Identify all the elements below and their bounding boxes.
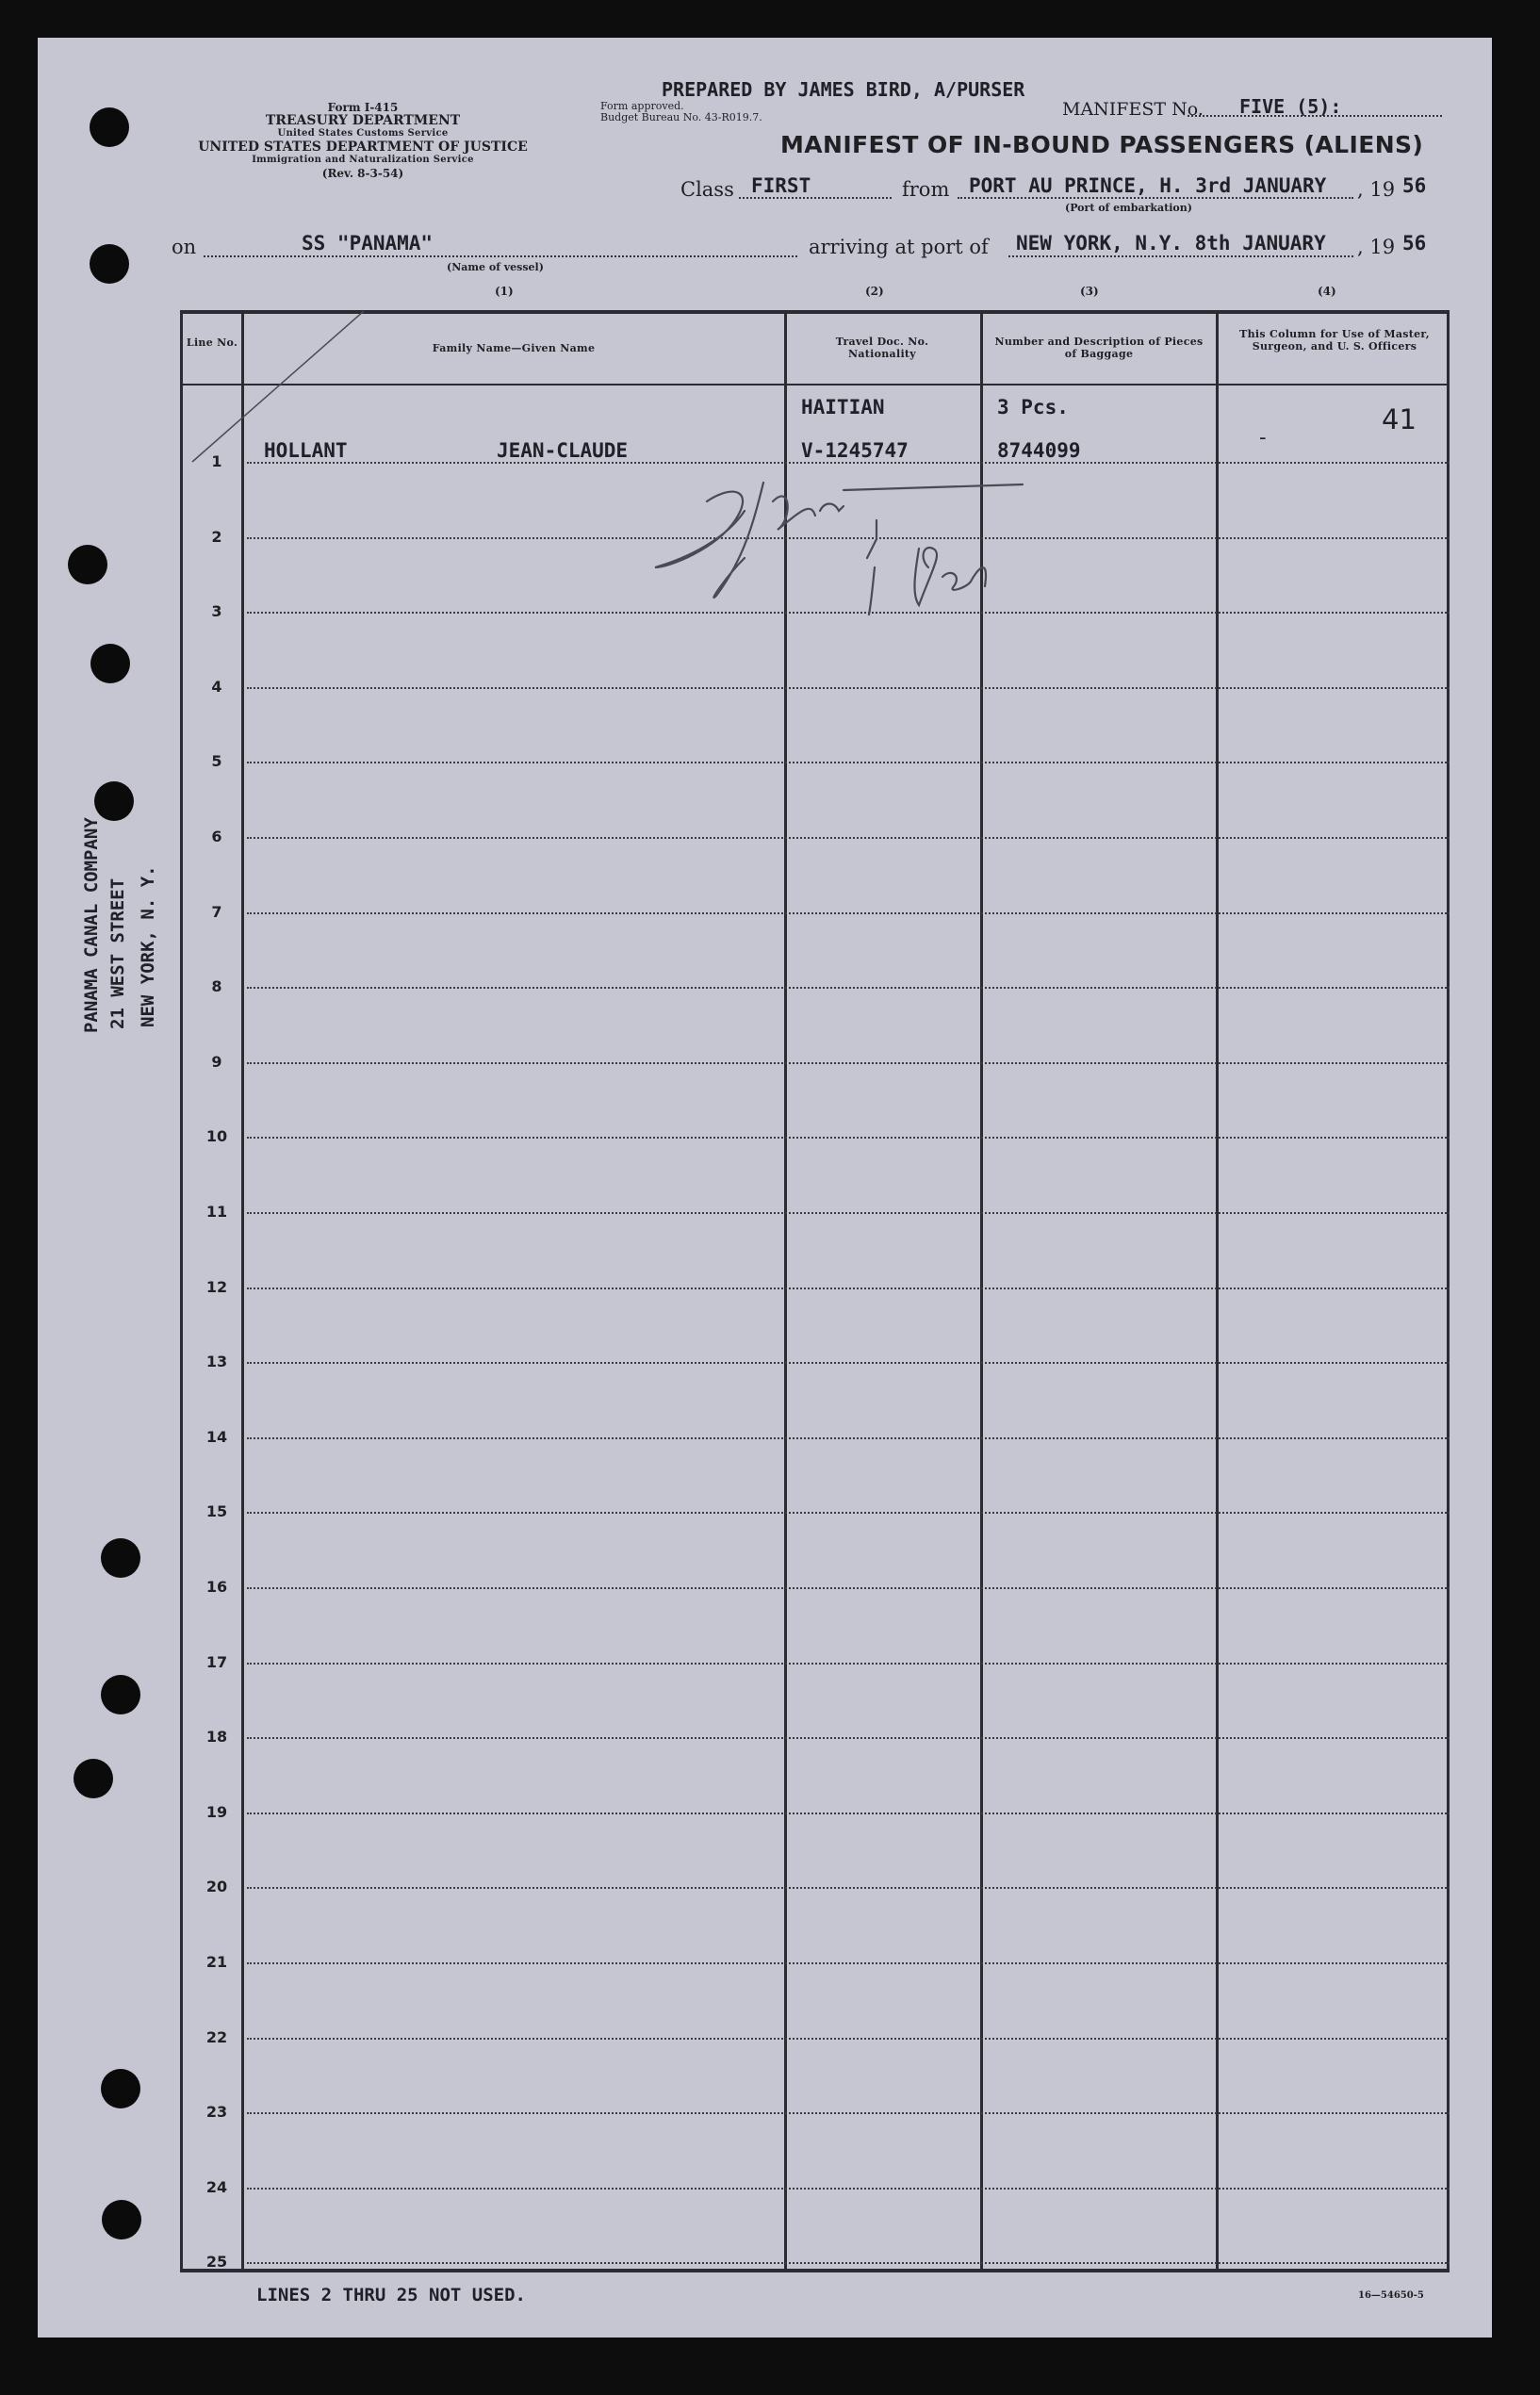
punch-hole: [90, 644, 130, 683]
class-label: Class: [680, 178, 734, 201]
manifest-no-label: MANIFEST No.: [1062, 99, 1204, 120]
table-row-rule: [247, 1362, 1450, 1364]
row-number: 13: [205, 1353, 228, 1370]
column-divider: [1216, 310, 1219, 2272]
row-number: 2: [211, 528, 222, 546]
table-row-rule: [247, 2188, 1450, 2190]
punch-hole: [74, 1759, 113, 1798]
entry-travel-doc: V-1245747: [801, 439, 909, 462]
table-row-rule: [247, 1062, 1450, 1064]
table-row-rule: [247, 2262, 1450, 2264]
row-number: 8: [211, 977, 222, 995]
year-prefix: , 19: [1357, 178, 1396, 201]
issuing-agencies: [165, 101, 561, 180]
from-label: from: [902, 178, 950, 201]
row-number: 20: [205, 1878, 228, 1895]
punch-hole: [101, 1538, 140, 1578]
manifest-no-value: FIVE (5):: [1239, 95, 1342, 118]
entry-given-name: JEAN-CLAUDE: [497, 439, 629, 462]
arrive-year-value: 56: [1402, 232, 1427, 254]
table-row-rule: [247, 912, 1450, 914]
from-value: PORT AU PRINCE, H. 3rd JANUARY: [969, 174, 1327, 197]
row-number: 7: [211, 903, 222, 921]
row-number: 15: [205, 1502, 228, 1520]
row-number: 23: [205, 2103, 228, 2121]
side-stamp-line-3: NEW YORK, N. Y.: [138, 865, 158, 1027]
table-row-rule: [247, 1137, 1450, 1139]
row-number: 11: [205, 1203, 228, 1221]
vessel-name: SS "PANAMA": [302, 232, 434, 254]
year-value: 56: [1402, 174, 1427, 197]
row-number: 1: [211, 452, 222, 470]
entry-baggage-number: 8744099: [997, 439, 1081, 462]
form-number: Form I-415: [327, 101, 399, 114]
column-head-officers: This Column for Use of Master, Surgeon, and U. S. Officers: [1239, 328, 1430, 353]
table-row-rule: [247, 2038, 1450, 2040]
class-line: [739, 197, 892, 199]
punch-hole: [94, 781, 134, 821]
prepared-by: PREPARED BY JAMES BIRD, A/PURSER: [662, 78, 1025, 101]
table-row-rule: [247, 1587, 1450, 1589]
table-row-rule: [247, 1437, 1450, 1439]
column-number-1: (1): [495, 285, 514, 298]
table-row-rule: [247, 1663, 1450, 1665]
column-head-line-no: Line No.: [186, 336, 238, 349]
punch-hole: [68, 545, 107, 584]
row-number: 10: [205, 1127, 228, 1145]
handwritten-signature: [650, 464, 1046, 633]
row-number: 9: [211, 1053, 222, 1071]
port-embark-label: (Port of embarkation): [1065, 202, 1192, 214]
table-row-rule: [247, 687, 1450, 689]
entry-officer-mark: -: [1259, 426, 1267, 449]
arriving-value: NEW YORK, N.Y. 8th JANUARY: [1016, 232, 1326, 254]
table-row-rule: [247, 1813, 1450, 1814]
manifest-title: MANIFEST OF IN-BOUND PASSENGERS (ALIENS): [780, 131, 1424, 158]
class-value: FIRST: [751, 174, 811, 197]
column-head-family-name: Family Name—Given Name: [432, 342, 596, 354]
table-row-rule: [247, 1288, 1450, 1289]
row-number: 18: [205, 1728, 228, 1746]
row-number: 6: [211, 828, 222, 845]
side-stamp-line-1: PANAMA CANAL COMPANY: [81, 817, 102, 1033]
row-number: 19: [205, 1803, 228, 1821]
table-row-rule: [247, 1512, 1450, 1514]
form-approved-text: Form approved.: [600, 100, 684, 112]
punch-hole: [102, 2200, 141, 2239]
form-print-code: 16—54650-5: [1358, 2290, 1424, 2301]
punch-hole: [90, 107, 129, 147]
table-row-rule: [247, 1212, 1450, 1214]
entry-baggage-count: 3 Pcs.: [997, 396, 1069, 418]
row-number: 17: [205, 1653, 228, 1671]
row-number: 4: [211, 678, 222, 696]
column-head-baggage: Number and Description of Pieces of Baggage: [994, 336, 1204, 360]
side-stamp-line-2: 21 WEST STREET: [107, 878, 128, 1029]
punch-hole: [90, 244, 129, 284]
customs-service: United States Customs Service: [277, 128, 449, 139]
column-head-travel-doc: Travel Doc. No. Nationality: [835, 336, 929, 360]
table-row-rule: [247, 837, 1450, 839]
arrive-year-prefix: , 19: [1357, 236, 1396, 258]
table-row-rule: [247, 1962, 1450, 1964]
row-number: 3: [211, 602, 222, 620]
column-number-4: (4): [1318, 285, 1336, 298]
row-number: 22: [205, 2028, 228, 2046]
punch-hole: [101, 2069, 140, 2108]
column-number-2: (2): [865, 285, 884, 298]
footer-note: LINES 2 THRU 25 NOT USED.: [256, 2285, 526, 2305]
column-number-3: (3): [1080, 285, 1099, 298]
punch-hole: [101, 1675, 140, 1714]
entry-officer-number: 41: [1382, 403, 1417, 435]
table-row-rule: [247, 2112, 1450, 2114]
vessel-label: (Name of vessel): [447, 261, 544, 273]
row-number: 5: [211, 752, 222, 770]
entry-family-name: HOLLANT: [264, 439, 348, 462]
on-label: on: [172, 236, 197, 258]
row-number: 24: [205, 2178, 228, 2196]
table-row-rule: [247, 987, 1450, 989]
column-divider: [241, 310, 244, 2272]
diagonal-pencil-mark: [185, 302, 373, 471]
arriving-label: arriving at port of: [809, 236, 989, 258]
entry-nationality: HAITIAN: [801, 396, 885, 418]
vessel-line: [204, 255, 797, 257]
immigration-service: Immigration and Naturalization Service: [252, 155, 474, 165]
row-number: 21: [205, 1953, 228, 1971]
table-row-rule: [247, 1887, 1450, 1889]
row-number: 25: [205, 2253, 228, 2271]
from-line: [958, 197, 1353, 199]
row-number: 16: [205, 1578, 228, 1596]
row-number: 14: [205, 1428, 228, 1446]
row-number: 12: [205, 1278, 228, 1296]
table-row-rule: [247, 762, 1450, 763]
treasury-department: TREASURY DEPARTMENT: [265, 113, 461, 128]
justice-department: UNITED STATES DEPARTMENT OF JUSTICE: [198, 139, 528, 155]
table-row-rule: [247, 1737, 1450, 1739]
form-approval: [600, 101, 762, 123]
budget-bureau-text: Budget Bureau No. 43-R019.7.: [600, 111, 762, 123]
form-revision: (Rev. 8-3-54): [321, 167, 404, 180]
arriving-line: [1008, 255, 1353, 257]
